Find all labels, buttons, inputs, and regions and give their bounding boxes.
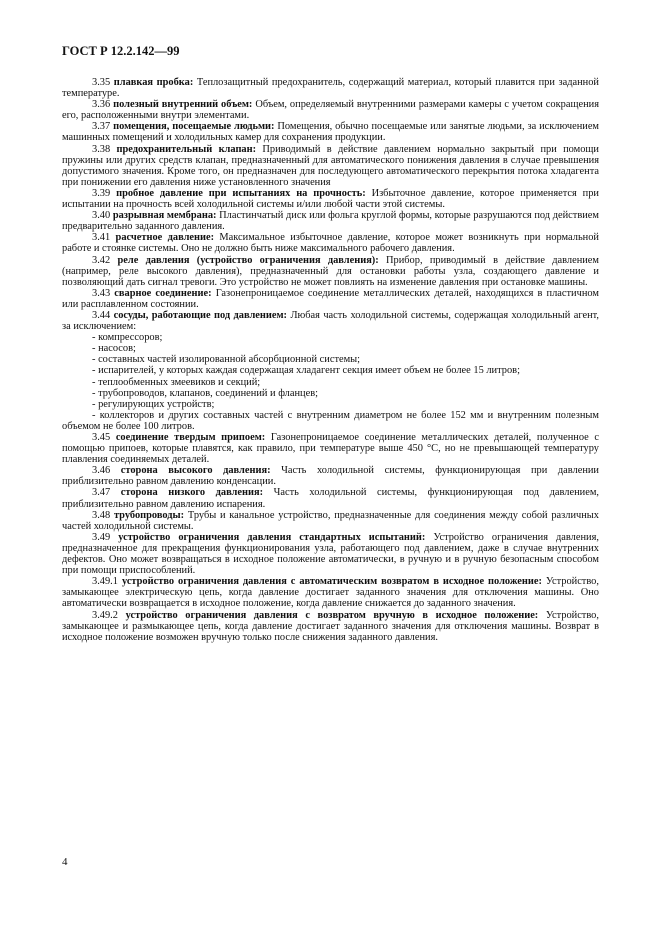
exclusion-list-item: - регулирующих устройств; (62, 399, 599, 410)
definition-text: Помещения, обычно посещаемые или занятые людьми, за исключением машинных помещений и холодильных камер для сохранения продукции. (62, 121, 600, 144)
definition-text: Прибор, приводимый в действие давлением (например, реле высокого давления), предназначенный для остановки работы узла, создающего давление и позволяющий дать сигнал тревоги. Это устройство не может повлиять на изменение давления при остановке машины. (62, 254, 599, 288)
document-body (62, 77, 599, 643)
definition-number: 3.45 (92, 432, 111, 443)
definition-text: Часть холодильной системы, функционирующая под давлением, приблизительно равном давлению испарения. (62, 487, 599, 510)
definition-text: Любая часть холодильной системы, содержащая холодильный агент, за исключением: (62, 309, 599, 333)
definition-text: Часть холодильной системы, функционирующая при давлении приблизительно равном давлению конденсации. (62, 465, 599, 488)
definition-term: помещения, посещаемые людьми: (113, 121, 275, 133)
definition-3-42 (62, 255, 599, 288)
definition-text: Объем, определяемый внутренними размерами камеры с учетом сокращения его, расположенными внутри элементами. (62, 99, 599, 122)
definition-number: 3.46 (92, 465, 111, 477)
definition-term: устройство ограничения давления стандартных испытаний: (118, 531, 426, 543)
definition-number: 3.49.1 (92, 576, 118, 588)
definition-number: 3.49.2 (92, 609, 118, 621)
definition-3-44 (62, 310, 599, 332)
definition-3-49-2 (62, 610, 599, 643)
exclusion-list-item: - трубопроводов, клапанов, соединений и фланцев; (62, 388, 599, 399)
exclusion-list-item: - компрессоров; (62, 332, 599, 343)
definition-number: 3.37 (92, 121, 111, 133)
definition-number: 3.48 (92, 509, 111, 521)
page-number: 4 (62, 856, 68, 868)
definition-term: устройство ограничения давления с возвратом вручную в исходное положение: (125, 609, 539, 621)
definition-text: Теплозащитный предохранитель, содержащий материал, который плавится при заданной температуре. (62, 77, 599, 100)
definition-number: 3.49 (92, 531, 111, 543)
definition-3-41 (62, 232, 599, 254)
definition-3-39 (62, 188, 599, 210)
definition-text: Устройство, замыкающее электрическую цепь, когда давление достигает заданного значения для отключения машины. Оно автоматически возвращается в исходное положение, когда давление снижается до заданного значения. (62, 576, 599, 610)
definition-number: 3.42 (92, 254, 111, 266)
definition-3-37 (62, 121, 599, 143)
definition-3-49 (62, 532, 599, 576)
definition-number: 3.41 (92, 232, 111, 244)
definition-3-46 (62, 465, 599, 487)
definition-term: реле давления (устройство ограничения давления): (117, 254, 379, 266)
definition-3-40 (62, 210, 599, 232)
definition-3-45 (62, 432, 599, 465)
definition-number: 3.47 (92, 487, 111, 499)
definition-number: 3.36 (92, 99, 111, 111)
definition-text: Приводимый в действие давлением нормально закрытый при помощи пружины или других средств клапан, предназначенный для автоматического понижения давления в случае превышения допустимого значения. Кроме того, он предназначен для последующего автоматического перекрытия потока хладагента при понижении его давления ниже установленного значения (62, 143, 599, 188)
definition-3-35 (62, 77, 599, 99)
definition-number: 3.35 (92, 77, 111, 88)
definition-term: сосуды, работающие под давлением: (113, 309, 288, 321)
definition-3-49-1 (62, 576, 599, 609)
definition-term: полезный внутренний объем: (113, 99, 253, 111)
definition-term: трубопроводы: (113, 509, 185, 521)
definition-term: сторона высокого давления: (120, 465, 271, 477)
definition-text: Устройство ограничения давления, предназначенное для прекращения функционирования узла, работающего под давлением, даже в случае внутренних дефектов. Оно может возвращаться в исходное положение автоматически, в ручную и в ручную безопасным способом при помощи приспособлений. (62, 531, 599, 577)
definition-text: Газонепроницаемое соединение металлических деталей, полученное с помощью припоев, которые плавятся, как правило, при температуре выше 450 °С, но не превышающей температуру плавления соединяемых деталей. (62, 432, 599, 466)
definition-3-43 (62, 288, 599, 310)
definition-number: 3.39 (92, 187, 111, 199)
exclusion-list-item: - коллекторов и других составных частей с внутренним диаметром не более 152 мм и внутренним полезным объемом не более 100 литров. (62, 410, 599, 432)
definition-term: сторона низкого давления: (120, 487, 264, 499)
definition-term: предохранительный клапан: (116, 143, 257, 155)
definition-text: Устройство, замыкающее и размыкающее цепь, когда давление достигает заданного значения для отключения машины. Возврат в исходное положение возможен вручную только после снижения заданного давления. (62, 609, 599, 643)
document-header: ГОСТ Р 12.2.142—99 (62, 44, 180, 58)
definition-3-36 (62, 99, 599, 121)
definition-term: разрывная мембрана: (112, 210, 217, 222)
definition-number: 3.40 (92, 210, 111, 222)
definition-text: Пластинчатый диск или фольга круглой формы, которые разрушаются под действием предварительно заданного давления. (62, 210, 599, 233)
exclusion-list-item: - составных частей изолированной абсорбционной системы; (62, 354, 599, 365)
definition-term: плавкая пробка: (113, 77, 194, 88)
definition-text: Трубы и канальное устройство, предназначенные для соединения между собой различных частей холодильной системы. (62, 509, 599, 532)
definition-text: Газонепроницаемое соединение металлических деталей, находящихся в пластичном или расплавленном состоянии. (62, 287, 599, 310)
definition-3-48 (62, 510, 599, 532)
definition-text: Максимальное избыточное давление, которое может возникнуть при нормальной работе и стоянке системы. Оно не должно быть ниже максимального рабочего давления. (62, 232, 599, 255)
definition-text: Избыточное давление, которое применяется при испытании на прочность всей холодильной системы и/или любой части этой системы. (62, 187, 599, 211)
definition-number: 3.38 (92, 143, 111, 155)
exclusion-list-item: - теплообменных змеевиков и секций; (62, 377, 599, 388)
definition-term: устройство ограничения давления с автоматическим возвратом в исходное положение: (121, 576, 542, 588)
definition-term: сварное соединение: (114, 287, 212, 299)
definition-number: 3.44 (92, 309, 111, 321)
definition-term: расчетное давление: (115, 232, 215, 244)
exclusion-list-item: - насосов; (62, 343, 599, 354)
definition-number: 3.43 (92, 287, 111, 299)
definition-3-38 (62, 144, 599, 188)
definition-3-47 (62, 487, 599, 509)
definition-term: соединение твердым припоем: (115, 432, 266, 443)
exclusion-list-item: - испарителей, у которых каждая содержащая хладагент секция имеет объем не более 15 литров; (62, 365, 599, 376)
definition-term: пробное давление при испытаниях на прочность: (116, 187, 366, 199)
